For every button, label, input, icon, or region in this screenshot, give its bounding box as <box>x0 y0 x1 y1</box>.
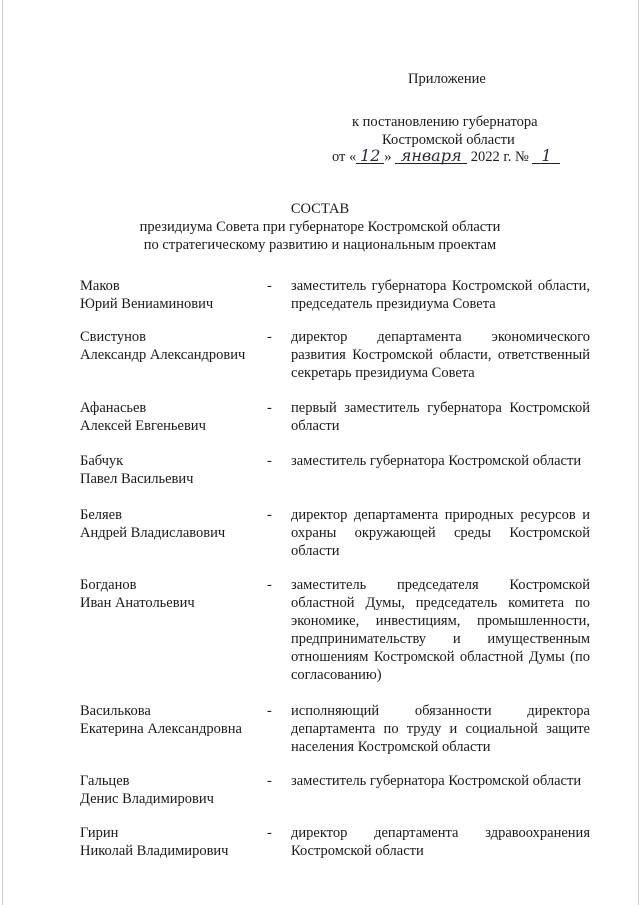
member-dash: - <box>267 773 272 789</box>
appendix-line-1: к постановлению губернатора <box>352 114 538 130</box>
member-name <box>80 506 270 542</box>
date-day-handwritten: 12 <box>356 149 384 164</box>
member-surname: Богданов <box>80 577 137 593</box>
member-position: заместитель губернатора Костромской области, председатель президиума Совета <box>291 278 590 312</box>
member-position: директор департамента природных ресурсов и охраны окружающей среды Костромской области <box>291 507 590 559</box>
appendix-line-2: Костромской области <box>382 132 515 148</box>
appendix-date-line <box>332 148 632 166</box>
member-given-names: Павел Васильевич <box>80 471 194 487</box>
member-surname: Беляев <box>80 507 122 523</box>
member-name <box>80 824 270 860</box>
member-dash: - <box>267 329 272 345</box>
member-surname: Бабчук <box>80 453 124 469</box>
member-dash: - <box>267 507 272 523</box>
member-name <box>80 277 270 313</box>
member-name <box>80 772 270 808</box>
member-name <box>80 576 270 612</box>
member-surname: Маков <box>80 278 120 294</box>
member-dash: - <box>267 577 272 593</box>
member-dash: - <box>267 703 272 719</box>
date-prefix: от « <box>332 149 357 165</box>
member-given-names: Николай Владимирович <box>80 843 229 859</box>
member-surname: Василькова <box>80 703 151 719</box>
member-dash: - <box>267 453 272 469</box>
member-dash: - <box>267 825 272 841</box>
member-surname: Свистунов <box>80 329 146 345</box>
member-position: заместитель губернатора Костромской области <box>291 773 582 789</box>
member-position: директор департамента экономического развития Костромской области, ответственный секретарь президиума Совета <box>291 329 590 381</box>
heading-line-2: по стратегическому развитию и национальным проектам <box>143 237 497 253</box>
member-surname: Гальцев <box>80 773 130 789</box>
appendix-title: Приложение <box>408 71 486 87</box>
member-given-names: Юрий Вениаминович <box>80 296 214 312</box>
member-dash: - <box>267 400 272 416</box>
member-name <box>80 702 270 738</box>
member-given-names: Екатерина Александровна <box>80 721 242 737</box>
heading-title: СОСТАВ <box>290 201 350 217</box>
member-name <box>80 328 270 364</box>
doc-number-handwritten: 1 <box>532 149 560 164</box>
member-dash: - <box>267 278 272 294</box>
member-given-names: Алексей Евгеньевич <box>80 418 206 434</box>
member-position: исполняющий обязанности директора департамента по труду и социальной защите населения Костромской области <box>291 703 590 755</box>
member-name <box>80 452 270 488</box>
member-surname: Афанасьев <box>80 400 147 416</box>
date-mid: » <box>384 149 392 165</box>
member-given-names: Андрей Владиславович <box>80 525 226 541</box>
date-month-handwritten: января <box>395 149 467 164</box>
member-position: первый заместитель губернатора Костромской области <box>291 400 590 434</box>
heading-line-1: президиума Совета при губернаторе Костромской области <box>139 219 501 235</box>
member-name <box>80 399 270 435</box>
member-position: заместитель председателя Костромской областной Думы, председатель комитета по экономике, инвестициям, промышленности, предпринимательству и имущественным отношениям Костромской областной Думы (по согласованию) <box>291 577 590 683</box>
page-edge-left <box>2 0 3 905</box>
member-position: заместитель губернатора Костромской области <box>291 453 582 469</box>
member-given-names: Александр Александрович <box>80 347 246 363</box>
member-surname: Гирин <box>80 825 119 841</box>
member-position: директор департамента здравоохранения Костромской области <box>291 825 590 859</box>
member-given-names: Иван Анатольевич <box>80 595 195 611</box>
date-year: 2022 г. № <box>470 149 529 165</box>
member-given-names: Денис Владимирович <box>80 791 214 807</box>
